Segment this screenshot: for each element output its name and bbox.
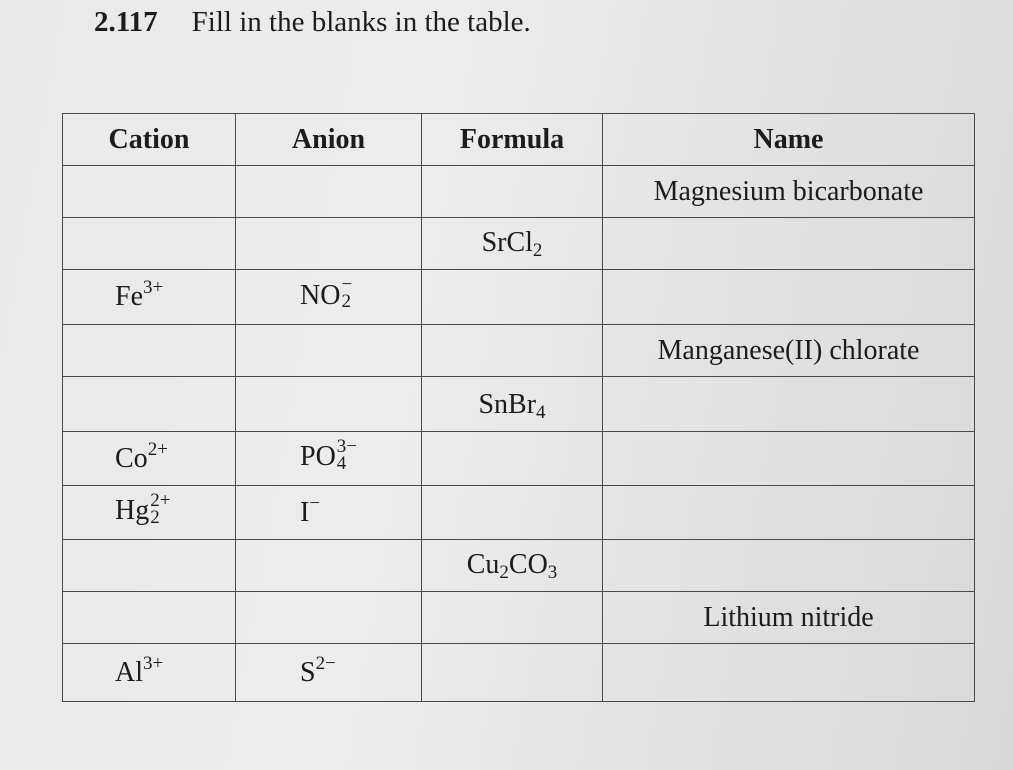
table-header-row: [63, 114, 975, 166]
formula-text: CO: [508, 549, 548, 580]
cation-symbol: Fe: [115, 281, 143, 312]
anion-cell[interactable]: [236, 432, 422, 486]
cation-charge: 3+: [143, 277, 164, 298]
name-cell[interactable]: [603, 432, 975, 486]
formula-cell[interactable]: [422, 166, 603, 218]
formula-text: SrCl: [481, 227, 533, 258]
name-cell[interactable]: [603, 540, 975, 592]
anion-cell[interactable]: [236, 218, 422, 270]
formula-cell[interactable]: [422, 325, 603, 377]
anion-cell[interactable]: [236, 644, 422, 702]
table-row: [63, 166, 975, 218]
formula-cell[interactable]: [422, 377, 603, 432]
cation-cell[interactable]: [63, 377, 236, 432]
cation-charge: 2+: [150, 489, 171, 511]
cation-charge: 3+: [143, 652, 164, 674]
header-cation: Cation: [63, 114, 236, 166]
formula-cell[interactable]: [422, 218, 603, 270]
cation-symbol: Al: [115, 656, 143, 688]
anion-cell[interactable]: [236, 540, 422, 592]
name-cell[interactable]: [603, 592, 975, 644]
cation-cell[interactable]: [63, 644, 236, 702]
table-row: [63, 325, 975, 377]
cation-symbol: Hg: [115, 495, 150, 527]
formula-cell[interactable]: [422, 592, 603, 644]
table-row: [63, 432, 975, 486]
cation-cell[interactable]: [63, 486, 236, 540]
anion-cell[interactable]: [236, 592, 422, 644]
header-name: Name: [603, 114, 975, 166]
ion-table: [62, 113, 975, 702]
cation-cell[interactable]: [63, 325, 236, 377]
problem-number: 2.117: [94, 6, 158, 38]
formula-subscript: 2: [499, 562, 509, 583]
header-anion: Anion: [236, 114, 422, 166]
table-row: [63, 592, 975, 644]
cation-cell[interactable]: [63, 540, 236, 592]
problem-text: Fill in the blanks in the table.: [191, 6, 531, 38]
anion-charge-subscript: [336, 435, 358, 474]
formula-cell[interactable]: [422, 644, 603, 702]
cation-charge-subscript: [150, 489, 171, 528]
header-formula: Formula: [422, 114, 603, 166]
name-cell[interactable]: [603, 270, 975, 325]
cation-cell[interactable]: [63, 218, 236, 270]
anion-cell[interactable]: [236, 377, 422, 432]
anion-charge: 3−: [336, 435, 358, 457]
table-row: [63, 486, 975, 540]
compound-name: Magnesium bicarbonate: [653, 176, 924, 207]
formula-text: SnBr: [478, 389, 537, 420]
table-row: [63, 540, 975, 592]
cation-cell[interactable]: [63, 432, 236, 486]
table-row: [63, 644, 975, 702]
anion-subscript: 2: [341, 291, 351, 313]
problem-statement: [94, 2, 531, 42]
formula-subscript: 3: [547, 562, 558, 583]
cation-cell[interactable]: [63, 166, 236, 218]
cation-cell[interactable]: [63, 592, 236, 644]
anion-cell[interactable]: [236, 166, 422, 218]
anion-charge: 2−: [315, 652, 336, 674]
anion-charge: −: [309, 492, 321, 514]
compound-name: Manganese(II) chlorate: [657, 335, 920, 366]
anion-symbol: I: [300, 496, 310, 528]
table-body: [63, 166, 975, 702]
anion-symbol: PO: [300, 441, 336, 473]
formula-text: Cu: [466, 549, 500, 580]
name-cell[interactable]: [603, 486, 975, 540]
anion-subscript: 4: [336, 452, 347, 474]
cation-cell[interactable]: [63, 270, 236, 325]
cation-subscript: 2: [150, 506, 160, 528]
formula-cell[interactable]: [422, 486, 603, 540]
anion-charge: −: [341, 274, 353, 296]
anion-symbol: S: [300, 656, 316, 688]
name-cell[interactable]: [603, 166, 975, 218]
formula-subscript: 4: [536, 402, 546, 423]
table-row: [63, 270, 975, 325]
name-cell[interactable]: [603, 644, 975, 702]
anion-cell[interactable]: [236, 325, 422, 377]
name-cell[interactable]: [603, 218, 975, 270]
anion-cell[interactable]: [236, 270, 422, 325]
cation-charge: 2+: [147, 438, 168, 460]
table-row: [63, 377, 975, 432]
name-cell[interactable]: [603, 377, 975, 432]
formula-cell[interactable]: [422, 270, 603, 325]
cation-symbol: Co: [115, 442, 148, 474]
anion-symbol: NO: [300, 279, 341, 311]
table-row: [63, 218, 975, 270]
formula-subscript: 2: [532, 240, 543, 261]
formula-cell[interactable]: [422, 432, 603, 486]
formula-cell[interactable]: [422, 540, 603, 592]
name-cell[interactable]: [603, 325, 975, 377]
anion-charge-subscript: [341, 274, 353, 313]
anion-cell[interactable]: [236, 486, 422, 540]
compound-name: Lithium nitride: [703, 602, 874, 633]
